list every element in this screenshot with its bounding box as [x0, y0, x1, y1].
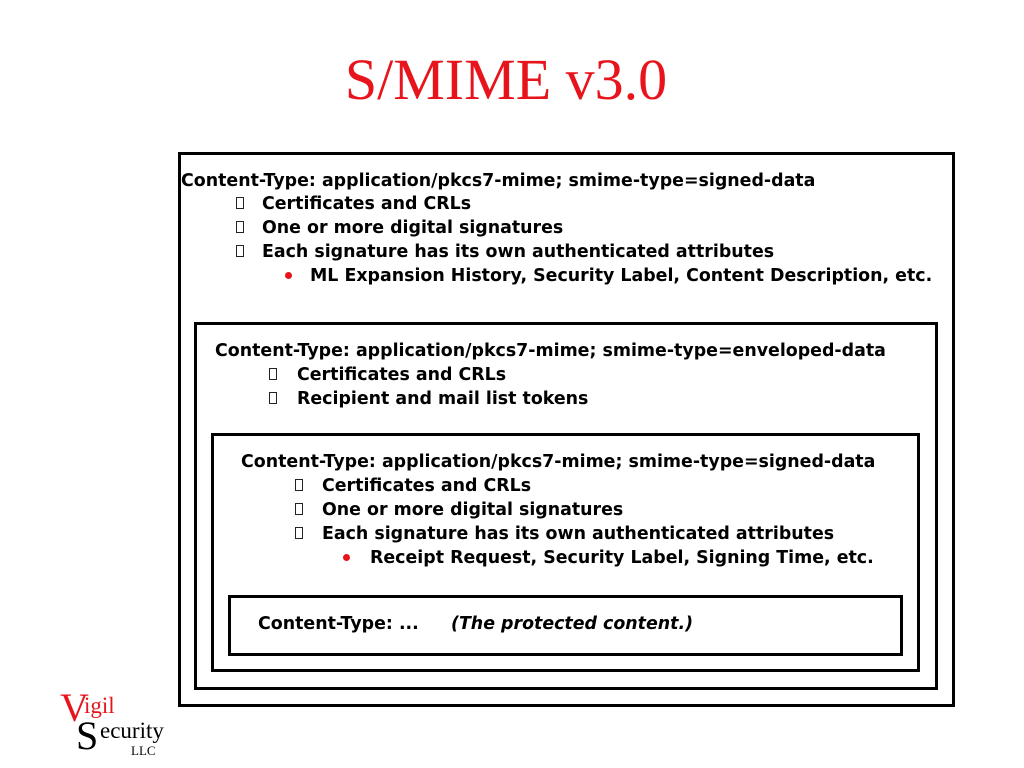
missing-glyph-box-icon — [295, 479, 303, 491]
logo-letter-v: V — [60, 685, 89, 730]
missing-glyph-box-icon — [295, 527, 303, 539]
enveloped-item-certificates: Certificates and CRLs — [297, 365, 507, 385]
slide-title: S/MIME v3.0 — [344, 47, 668, 112]
inner-signed-attributes-detail: Receipt Request, Security Label, Signing Time, etc. — [370, 548, 874, 568]
inner-signed-content-type: Content-Type: application/pkcs7-mime; smime-type=signed-data — [241, 452, 876, 472]
missing-glyph-box-icon — [269, 368, 277, 380]
logo-text-igil: igil — [84, 693, 115, 718]
inner-signed-item-certificates: Certificates and CRLs — [322, 476, 532, 496]
missing-glyph-box-icon — [269, 392, 277, 404]
missing-glyph-box-icon — [236, 197, 244, 209]
outer-signed-item-certificates: Certificates and CRLs — [262, 194, 472, 214]
enveloped-item-recipient-tokens: Recipient and mail list tokens — [297, 389, 589, 409]
logo-letter-s: S — [76, 713, 99, 758]
outer-signed-content-type: Content-Type: application/pkcs7-mime; smime-type=signed-data — [181, 171, 816, 191]
outer-signed-item-attributes: Each signature has its own authenticated attributes — [262, 242, 775, 262]
enveloped-content-type: Content-Type: application/pkcs7-mime; smime-type=enveloped-data — [215, 341, 886, 361]
protected-content-note: (The protected content.) — [451, 614, 694, 634]
inner-signed-item-signatures: One or more digital signatures — [322, 500, 624, 520]
outer-signed-item-signatures: One or more digital signatures — [262, 218, 564, 238]
inner-signed-item-attributes: Each signature has its own authenticated attributes — [322, 524, 835, 544]
protected-content-type: Content-Type: ... — [258, 614, 419, 634]
missing-glyph-box-icon — [236, 221, 244, 233]
logo-text-llc: LLC — [131, 743, 156, 758]
missing-glyph-box-icon — [236, 245, 244, 257]
vigil-security-logo — [56, 685, 186, 763]
outer-signed-attributes-detail: ML Expansion History, Security Label, Content Description, etc. — [310, 266, 933, 286]
red-dot-icon — [343, 554, 350, 561]
missing-glyph-box-icon — [295, 503, 303, 515]
logo-text-ecurity: ecurity — [100, 718, 164, 743]
red-dot-icon — [285, 272, 292, 279]
